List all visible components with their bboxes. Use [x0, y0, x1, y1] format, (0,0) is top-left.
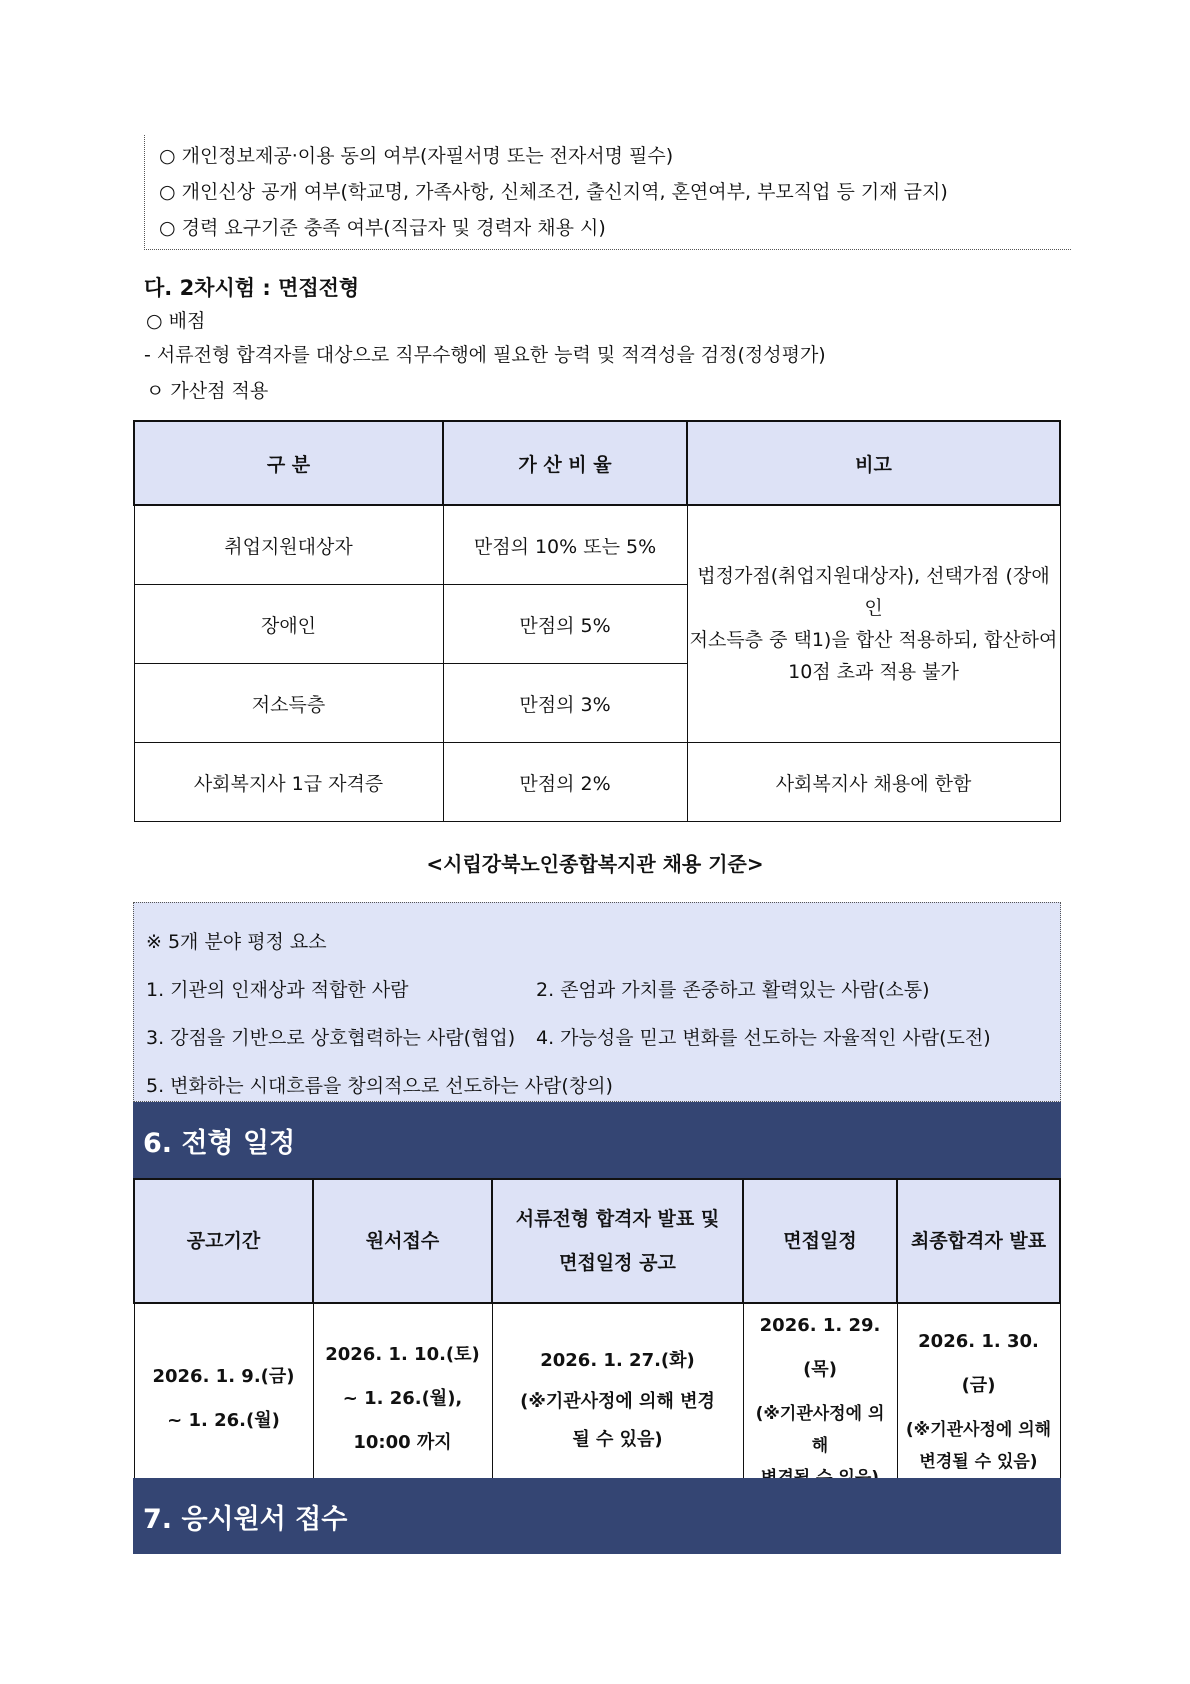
note-line: 저소득층 중 택1)을 합산 적용하되, 합산하여 [689, 629, 1058, 651]
cell-note: 사회복지사 채용에 한함 [687, 743, 1060, 822]
cell-note: (※기관사정에 의해 변경 [520, 1391, 715, 1412]
cell-document-result [492, 1303, 743, 1495]
cell-rate: 만점의 3% [443, 664, 687, 743]
cell-note: (※기관사정에 의해 [905, 1420, 1052, 1440]
table-row [134, 505, 1060, 585]
bonus-points-table [133, 420, 1061, 822]
cell-line: ~ 1. 26.(월), [342, 1388, 463, 1409]
cell-line: 2026. 1. 9.(금) [152, 1366, 295, 1387]
header-document-result [492, 1179, 743, 1303]
criteria-item: 1. 기관의 인재상과 적합한 사람 [146, 979, 409, 1001]
table-row [134, 1303, 1060, 1495]
checklist-item: ○ 개인신상 공개 여부(학교명, 가족사항, 신체조건, 출신지역, 혼연여부, 부모직업 등 기재 금지) [159, 181, 948, 203]
cell-interview [743, 1303, 897, 1495]
table-header-row [134, 1179, 1060, 1303]
header-note: 비고 [687, 421, 1060, 505]
cell-line: 2026. 1. 30.(금) [918, 1331, 1039, 1396]
cell-notice-period [134, 1303, 313, 1495]
cell-category: 장애인 [134, 585, 443, 664]
cell-line: 2026. 1. 27.(화) [540, 1350, 695, 1371]
checklist-box [144, 135, 1071, 250]
note-line: 10점 초과 적용 불가 [788, 661, 959, 683]
header-notice-period: 공고기간 [134, 1179, 313, 1303]
cell-line: 10:00 까지 [353, 1432, 452, 1453]
bonus-label: ㅇ 가산점 적용 [146, 380, 269, 402]
section-banner-schedule: 6. 전형 일정 [133, 1102, 1061, 1178]
cell-note: 변경될 수 있음) [919, 1452, 1038, 1472]
cell-line: ~ 1. 26.(월) [167, 1410, 280, 1431]
criteria-title: ※ 5개 분야 평정 요소 [146, 931, 327, 953]
header-line: 면접일정 공고 [559, 1252, 676, 1274]
score-label: ○ 배점 [146, 310, 206, 332]
criteria-item: 2. 존엄과 가치를 존중하고 활력있는 사람(소통) [536, 979, 930, 1001]
cell-rate: 만점의 5% [443, 585, 687, 664]
header-application: 원서접수 [313, 1179, 492, 1303]
header-interview: 면접일정 [743, 1179, 897, 1303]
cell-category: 취업지원대상자 [134, 505, 443, 585]
cell-note: (※기관사정에 의해 [755, 1404, 885, 1456]
criteria-item: 4. 가능성을 믿고 변화를 선도하는 자율적인 사람(도전) [536, 1027, 991, 1049]
header-rate: 가 산 비 율 [443, 421, 687, 505]
cell-application [313, 1303, 492, 1495]
criteria-item: 3. 강점을 기반으로 상호협력하는 사람(협업) [146, 1027, 516, 1049]
score-description: - 서류전형 합격자를 대상으로 직무수행에 필요한 능력 및 적격성을 검정(정성평가) [144, 344, 826, 366]
cell-final-result [897, 1303, 1060, 1495]
note-line: 법정가점(취업지원대상자), 선택가점 (장애인 [697, 565, 1050, 619]
section-banner-application: 7. 응시원서 접수 [133, 1478, 1061, 1554]
schedule-table [133, 1178, 1061, 1495]
header-line: 서류전형 합격자 발표 및 [515, 1208, 720, 1230]
criteria-box [133, 902, 1061, 1102]
cell-note-merged [687, 505, 1060, 743]
table-header-row [134, 421, 1060, 505]
cell-rate: 만점의 10% 또는 5% [443, 505, 687, 585]
header-category: 구 분 [134, 421, 443, 505]
cell-category: 사회복지사 1급 자격증 [134, 743, 443, 822]
cell-line: 2026. 1. 29.(목) [759, 1315, 881, 1380]
criteria-item: 5. 변화하는 시대흐름을 창의적으로 선도하는 사람(창의) [146, 1075, 613, 1097]
cell-category: 저소득층 [134, 664, 443, 743]
cell-rate: 만점의 2% [443, 743, 687, 822]
table-caption: <시립강북노인종합복지관 채용 기준> [426, 852, 764, 876]
cell-note: 될 수 있음) [572, 1429, 663, 1450]
checklist-item: ○ 경력 요구기준 충족 여부(직급자 및 경력자 채용 시) [159, 217, 606, 239]
table-row [134, 743, 1060, 822]
checklist-item: ○ 개인정보제공·이용 동의 여부(자필서명 또는 전자서명 필수) [159, 145, 674, 167]
section-title-interview: 다. 2차시험 : 면접전형 [144, 276, 360, 300]
cell-line: 2026. 1. 10.(토) [325, 1344, 480, 1365]
header-final-result: 최종합격자 발표 [897, 1179, 1060, 1303]
